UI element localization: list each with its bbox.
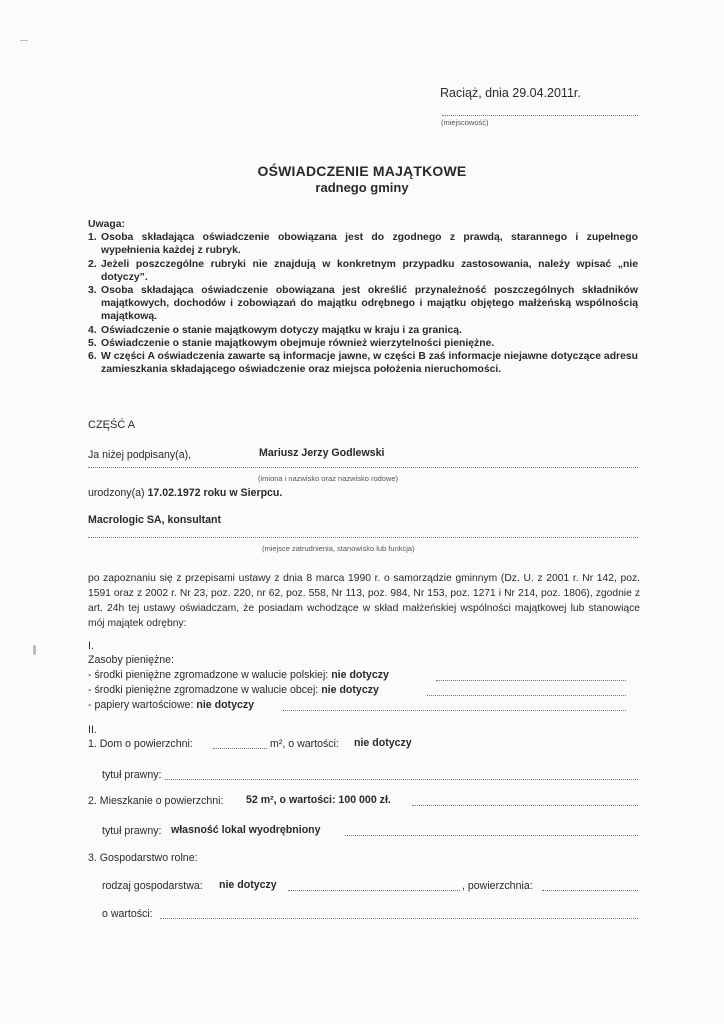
- house-unit: m², o wartości:: [270, 738, 339, 750]
- born-label: urodzony(a): [88, 487, 145, 499]
- note-item: [88, 258, 638, 284]
- note-text: Osoba składająca oświadczenie obowiązana jest określić przynależność poszczególnych składników majątkowych, dochodów i zobowiązań do majątku odrębnego i majątku objętego małżeńską wspólnością majątkową.: [101, 285, 638, 323]
- born-line: [88, 487, 282, 499]
- legal-paragraph: po zapoznaniu się z przepisami ustawy z dnia 8 marca 1990 r. o samorządzie gminnym (Dz. U. z 2001 r. Nr 142, poz. 1591 oraz z 2002 r. Nr 23, poz. 220, nr 62, poz. 558, Nr 113, poz. 984, Nr 153, poz. 1271 i Nr 214, poz. 1806), zgodnie z art. 24h tej ustawy oświadczam, że posiadam wchodzące w skład małżeńskiej wspólności majątkowej lub stanowiące mój majątek odrębny:: [88, 573, 640, 629]
- flat-value: 52 m², o wartości: 100 000 zł.: [246, 794, 391, 806]
- note-text: Oświadczenie o stanie majątkowym obejmuje również wierzytelności pieniężne.: [101, 337, 495, 349]
- notes-heading: Uwaga:: [88, 219, 125, 230]
- farm-kind-dots: [288, 890, 460, 891]
- cash-fx-dots: [427, 695, 626, 696]
- securities-line: [88, 699, 254, 711]
- place-caption: (miejscowość): [441, 118, 489, 127]
- note-item: [88, 284, 638, 324]
- flat-label: 2. Mieszkanie o powierzchni:: [88, 795, 224, 807]
- section-1-roman: I.: [88, 640, 94, 652]
- farm-value-dots: [160, 918, 638, 919]
- note-item: [88, 350, 638, 376]
- note-item: [88, 337, 638, 350]
- securities-label: - papiery wartościowe:: [88, 699, 194, 711]
- note-number: 3.: [88, 285, 97, 297]
- signed-label: Ja niżej podpisany(a),: [88, 449, 192, 461]
- farm-label: 3. Gospodarstwo rolne:: [88, 852, 198, 864]
- employment-value: Macrologic SA, konsultant: [88, 514, 222, 526]
- note-number: 4.: [88, 324, 97, 336]
- cash-pln-dots: [436, 680, 626, 681]
- document-subtitle: radnego gminy: [315, 180, 409, 195]
- note-text: W części A oświadczenia zawarte są informacje jawne, w części B zaś informacje niejawne dotyczące adresu zamieszkania składającego oświadczenie oraz miejsca położenia nieruchomości.: [101, 351, 638, 376]
- born-place: w Sierpcu.: [229, 487, 283, 499]
- document-title: OŚWIADCZENIE MAJĄTKOWE: [257, 163, 467, 179]
- farm-kind-value: nie dotyczy: [219, 879, 277, 891]
- cash-fx-value: nie dotyczy: [321, 684, 379, 696]
- securities-dots: [283, 710, 626, 711]
- flat-title-value: własność lokal wyodrębniony: [171, 824, 321, 836]
- note-item: [88, 231, 638, 257]
- section-2-roman: II.: [88, 724, 97, 736]
- employment-caption: (miejsce zatrudnienia, stanowisko lub funkcja): [262, 544, 415, 553]
- farm-area-dots: [542, 890, 638, 891]
- note-text: Jeżeli poszczególne rubryki nie znajdują w konkretnym przypadku zastosowania, należy wpisać „nie dotyczy”.: [101, 258, 638, 283]
- declarant-name: Mariusz Jerzy Godlewski: [259, 447, 385, 459]
- cash-fx-label: - środki pieniężne zgromadzone w walucie obcej:: [88, 684, 319, 696]
- note-text: Oświadczenie o stanie majątkowym dotyczy majątku w kraju i za granicą.: [101, 324, 462, 336]
- employment-dots: [88, 537, 638, 538]
- securities-value: nie dotyczy: [196, 699, 255, 711]
- house-title-dots: [165, 779, 638, 780]
- cash-pln-value: nie dotyczy: [331, 669, 389, 681]
- house-area-dots: [213, 748, 267, 749]
- name-caption: (imiona i nazwisko oraz nazwisko rodowe): [258, 474, 399, 483]
- note-text: Osoba składająca oświadczenie obowiązana jest do zgodnego z prawdą, starannego i zupełnego wypełnienia każdej z rubryk.: [101, 232, 638, 257]
- name-dots: [88, 467, 638, 468]
- farm-value-label: o wartości:: [102, 908, 153, 920]
- place-date: Raciąż, dnia 29.04.2011r.: [440, 86, 581, 100]
- place-date-dots: [442, 115, 638, 116]
- cash-fx-line: [88, 684, 379, 696]
- house-title-label: tytuł prawny:: [102, 769, 162, 781]
- section-1-heading: Zasoby pieniężne:: [88, 654, 174, 666]
- flat-dots: [412, 805, 638, 806]
- cash-pln-label: - środki pieniężne zgromadzone w walucie polskiej:: [88, 669, 329, 681]
- flat-title-label: tytuł prawny:: [102, 825, 162, 837]
- note-item: [88, 324, 638, 337]
- notes-block: [88, 218, 638, 376]
- scan-mark: [20, 40, 28, 41]
- house-value: nie dotyczy: [354, 737, 412, 749]
- flat-title-dots: [345, 835, 638, 836]
- note-number: 6.: [88, 351, 97, 363]
- born-date: 17.02.1972 roku: [147, 487, 227, 499]
- note-number: 2.: [88, 258, 97, 270]
- farm-kind-label: rodzaj gospodarstwa:: [102, 880, 203, 892]
- cash-pln-line: [88, 669, 389, 681]
- note-number: 1.: [88, 232, 97, 244]
- farm-area-label: , powierzchnia:: [462, 880, 533, 892]
- part-a-heading: CZĘŚĆ A: [88, 419, 136, 431]
- scan-mark: [33, 645, 36, 655]
- note-number: 5.: [88, 337, 97, 349]
- house-label: 1. Dom o powierzchni:: [88, 738, 193, 750]
